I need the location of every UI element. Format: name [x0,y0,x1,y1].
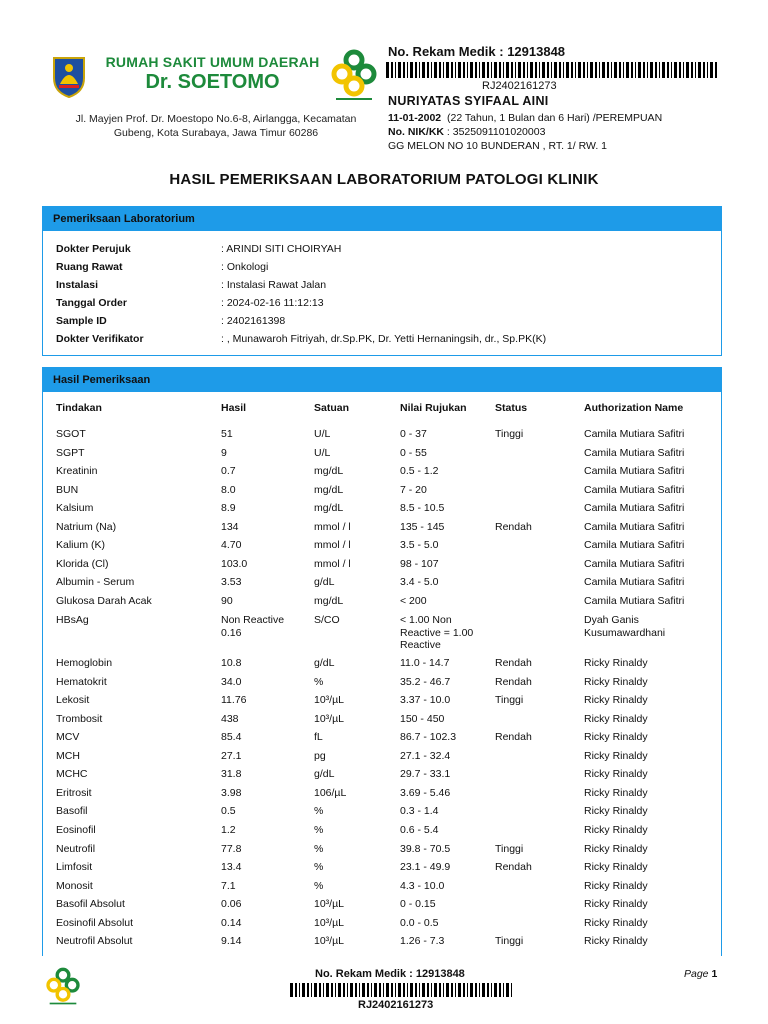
cell-tindakan: SGPT [56,447,85,459]
medical-record-number: No. Rekam Medik : 12913848 [388,44,566,59]
cell-tindakan: MCH [56,750,80,762]
cell-satuan: 10³/µL [314,898,344,910]
cell-tindakan: Hemoglobin [56,657,113,669]
lab-info-value: : Instalasi Rawat Jalan [221,279,327,291]
cell-tindakan: Eritrosit [56,787,92,799]
lab-info-label: Dokter Verifikator [56,333,144,345]
cell-satuan: % [314,805,324,817]
cell-hasil: 1.2 [221,824,236,836]
cell-tindakan: Eosinofil Absolut [56,917,134,929]
cell-hasil: 0.7 [221,465,236,477]
cell-nilai-rujukan: < 200 [400,595,427,607]
cell-tindakan: Neutrofil [56,843,96,855]
cell-hasil: 3.53 [221,576,242,588]
cell-nilai-rujukan: 3.5 - 5.0 [400,539,439,551]
cell-satuan: 10³/µL [314,713,344,725]
cell-authorization: Ricky Rinaldy [584,898,648,910]
cell-status: Tinggi [495,935,524,947]
cell-authorization: Ricky Rinaldy [584,917,648,929]
results-panel [42,367,722,956]
results-heading: Hasil Pemeriksaan [43,368,721,392]
cell-nilai-rujukan: 0.6 - 5.4 [400,824,439,836]
footer-logo-icon [42,966,84,1006]
cell-nilai-rujukan: 1.26 - 7.3 [400,935,445,947]
cell-satuan: % [314,843,324,855]
cell-status: Tinggi [495,694,524,706]
cell-satuan: U/L [314,428,331,440]
lab-info-value: : , Munawaroh Fitriyah, dr.Sp.PK, Dr. Yetti Hernaningsih, dr., Sp.PK(K) [221,333,547,345]
cell-status: Rendah [495,731,532,743]
cell-tindakan: BUN [56,484,79,496]
cell-nilai-rujukan: 29.7 - 33.1 [400,768,451,780]
cell-hasil: 9.14 [221,935,242,947]
patient-nik-label: No. NIK/KK [388,126,444,138]
hospital-name-line1: RUMAH SAKIT UMUM DAERAH [105,54,320,70]
cell-authorization: Ricky Rinaldy [584,676,648,688]
cell-hasil: 134 [221,521,239,533]
cell-hasil: 90 [221,595,233,607]
hospital-address [46,112,386,140]
medical-record-code: RJ2402161273 [482,80,557,92]
cell-tindakan: Kalium (K) [56,539,106,551]
cell-satuan: mmol / l [314,539,351,551]
cell-authorization: Ricky Rinaldy [584,880,648,892]
lab-info-label: Ruang Rawat [56,261,123,273]
cell-hasil: 103.0 [221,558,248,570]
cell-nilai-rujukan: 11.0 - 14.7 [400,657,450,669]
cell-status: Tinggi [495,428,524,440]
cell-hasil: 9 [221,447,227,459]
cell-nilai-rujukan: 0 - 55 [400,447,427,459]
barcode-icon [386,62,719,78]
patient-name: NURIYATAS SYIFAAL AINI [388,94,549,108]
cell-hasil: 0.14 [221,917,242,929]
cell-satuan: % [314,861,324,873]
cell-hasil: 85.4 [221,731,242,743]
cell-tindakan: Trombosit [56,713,103,725]
cell-nilai-rujukan: 0.5 - 1.2 [400,465,439,477]
cell-hasil: 7.1 [221,880,236,892]
cell-tindakan: Neutrofil Absolut [56,935,133,947]
cell-authorization: Ricky Rinaldy [584,694,648,706]
cell-satuan: mg/dL [314,595,344,607]
cell-authorization: Dyah Ganis Kusumawardhani [584,614,666,639]
cell-authorization: Camila Mutiara Safitri [584,521,685,533]
column-header-nilai-rujukan: Nilai Rujukan [400,402,467,414]
cell-hasil: 77.8 [221,843,242,855]
cell-authorization: Camila Mutiara Safitri [584,484,685,496]
cell-satuan: pg [314,750,326,762]
cell-hasil: 34.0 [221,676,242,688]
cell-satuan: 10³/µL [314,917,344,929]
column-header-status: Status [495,402,528,414]
lab-info-panel [42,206,722,356]
page-number: 1 [711,968,718,980]
hospital-name-line2: Dr. SOETOMO [145,71,280,93]
cell-authorization: Ricky Rinaldy [584,805,648,817]
page-indicator [684,968,717,980]
cell-hasil: 51 [221,428,233,440]
cell-authorization: Ricky Rinaldy [584,731,648,743]
cell-tindakan: Lekosit [56,694,90,706]
lab-info-value: : 2024-02-16 11:12:13 [221,297,324,309]
cell-tindakan: Klorida (Cl) [56,558,109,570]
cell-hasil: 0.5 [221,805,236,817]
cell-nilai-rujukan: 0.3 - 1.4 [400,805,439,817]
cell-tindakan: Kalsium [56,502,94,514]
cell-hasil: 0.06 [221,898,242,910]
rsud-soetomo-logo-icon [330,48,378,104]
cell-satuan: 106/µL [314,787,347,799]
address-line1: Jl. Mayjen Prof. Dr. Moestopo No.6-8, Airlangga, Kecamatan [75,113,357,125]
cell-hasil: 3.98 [221,787,242,799]
cell-nilai-rujukan: 23.1 - 49.9 [400,861,451,873]
lab-info-label: Tanggal Order [56,297,127,309]
cell-satuan: g/dL [314,768,335,780]
cell-nilai-rujukan: 39.8 - 70.5 [400,843,451,855]
cell-tindakan: Kreatinin [56,465,98,477]
lab-info-value: : 2402161398 [221,315,286,327]
cell-hasil: Non Reactive 0.16 [221,614,285,639]
cell-hasil: 438 [221,713,239,725]
cell-satuan: g/dL [314,657,335,669]
cell-nilai-rujukan: 3.4 - 5.0 [400,576,439,588]
cell-authorization: Ricky Rinaldy [584,787,648,799]
cell-authorization: Ricky Rinaldy [584,768,648,780]
cell-nilai-rujukan: 3.69 - 5.46 [400,787,451,799]
cell-authorization: Ricky Rinaldy [584,657,648,669]
cell-tindakan: Hematokrit [56,676,107,688]
cell-tindakan: MCV [56,731,80,743]
cell-authorization: Camila Mutiara Safitri [584,539,685,551]
cell-nilai-rujukan: < 1.00 Non Reactive = 1.00 Reactive [400,614,474,651]
cell-authorization: Camila Mutiara Safitri [584,465,685,477]
cell-status: Rendah [495,657,532,669]
cell-tindakan: SGOT [56,428,86,440]
cell-satuan: mg/dL [314,484,344,496]
cell-satuan: mg/dL [314,465,344,477]
column-header-hasil: Hasil [221,402,247,414]
cell-nilai-rujukan: 3.37 - 10.0 [400,694,451,706]
cell-tindakan: Basofil [56,805,88,817]
lab-info-label: Dokter Perujuk [56,243,131,255]
cell-status: Rendah [495,676,532,688]
cell-nilai-rujukan: 0 - 0.15 [400,898,436,910]
cell-nilai-rujukan: 0 - 37 [400,428,427,440]
cell-tindakan: Monosit [56,880,93,892]
column-header-tindakan: Tindakan [56,402,102,414]
cell-tindakan: Albumin - Serum [56,576,135,588]
cell-nilai-rujukan: 150 - 450 [400,713,445,725]
lab-info-label: Sample ID [56,315,107,327]
cell-authorization: Ricky Rinaldy [584,861,648,873]
cell-satuan: 10³/µL [314,694,344,706]
report-title: HASIL PEMERIKSAAN LABORATORIUM PATOLOGI KLINIK [169,171,599,188]
cell-authorization: Camila Mutiara Safitri [584,502,685,514]
cell-nilai-rujukan: 7 - 20 [400,484,427,496]
cell-authorization: Camila Mutiara Safitri [584,558,685,570]
cell-authorization: Camila Mutiara Safitri [584,595,685,607]
cell-nilai-rujukan: 27.1 - 32.4 [400,750,451,762]
patient-dob: 11-01-2002 [388,112,442,124]
cell-nilai-rujukan: 0.0 - 0.5 [400,917,439,929]
cell-satuan: % [314,824,324,836]
cell-hasil: 27.1 [221,750,242,762]
cell-tindakan: Basofil Absolut [56,898,125,910]
cell-tindakan: Eosinofil [56,824,96,836]
cell-satuan: % [314,880,324,892]
patient-nik-value: : 3525091101020003 [446,126,546,138]
cell-authorization: Ricky Rinaldy [584,824,648,836]
east-java-emblem-icon [50,54,88,98]
cell-authorization: Camila Mutiara Safitri [584,576,685,588]
lab-info-heading: Pemeriksaan Laboratorium [43,207,721,231]
footer-barcode-icon [290,983,512,997]
cell-satuan: mmol / l [314,558,351,570]
cell-authorization: Ricky Rinaldy [584,713,648,725]
footer-medical-record-number: No. Rekam Medik : 12913848 [315,968,465,980]
cell-status: Rendah [495,861,532,873]
cell-satuan: g/dL [314,576,335,588]
cell-satuan: % [314,676,324,688]
column-header-authorization: Authorization Name [584,402,684,414]
cell-hasil: 10.8 [221,657,242,669]
cell-status: Tinggi [495,843,524,855]
footer-medical-record-code: RJ2402161273 [358,999,434,1011]
cell-nilai-rujukan: 8.5 - 10.5 [400,502,445,514]
cell-nilai-rujukan: 35.2 - 46.7 [400,676,451,688]
cell-tindakan: Natrium (Na) [56,521,117,533]
cell-authorization: Camila Mutiara Safitri [584,428,685,440]
lab-info-label: Instalasi [56,279,99,291]
cell-status: Rendah [495,521,532,533]
cell-nilai-rujukan: 86.7 - 102.3 [400,731,457,743]
cell-nilai-rujukan: 135 - 145 [400,521,445,533]
patient-address: GG MELON NO 10 BUNDERAN , RT. 1/ RW. 1 [388,140,607,152]
page-label: Page [684,968,709,980]
cell-authorization: Camila Mutiara Safitri [584,447,685,459]
cell-authorization: Ricky Rinaldy [584,935,648,947]
patient-age-gender: (22 Tahun, 1 Bulan dan 6 Hari) /PEREMPUAN [446,112,663,124]
cell-satuan: mmol / l [314,521,351,533]
hospital-name [90,54,335,94]
lab-info-value: : Onkologi [221,261,269,273]
address-line2: Gubeng, Kota Surabaya, Jawa Timur 60286 [113,127,319,139]
cell-hasil: 4.70 [221,539,242,551]
cell-tindakan: HBsAg [56,614,89,626]
cell-authorization: Ricky Rinaldy [584,750,648,762]
cell-tindakan: Limfosit [56,861,93,873]
cell-hasil: 31.8 [221,768,242,780]
cell-nilai-rujukan: 98 - 107 [400,558,439,570]
column-header-satuan: Satuan [314,402,350,414]
cell-tindakan: Glukosa Darah Acak [56,595,152,607]
cell-hasil: 8.9 [221,502,236,514]
cell-satuan: U/L [314,447,331,459]
cell-authorization: Ricky Rinaldy [584,843,648,855]
cell-hasil: 13.4 [221,861,242,873]
patient-info [388,111,662,153]
cell-satuan: fL [314,731,323,743]
cell-satuan: mg/dL [314,502,344,514]
cell-satuan: 10³/µL [314,935,344,947]
cell-nilai-rujukan: 4.3 - 10.0 [400,880,445,892]
cell-satuan: S/CO [314,614,340,626]
lab-info-value: : ARINDI SITI CHOIRYAH [221,243,342,255]
cell-hasil: 11.76 [221,694,247,706]
cell-hasil: 8.0 [221,484,236,496]
cell-tindakan: MCHC [56,768,88,780]
